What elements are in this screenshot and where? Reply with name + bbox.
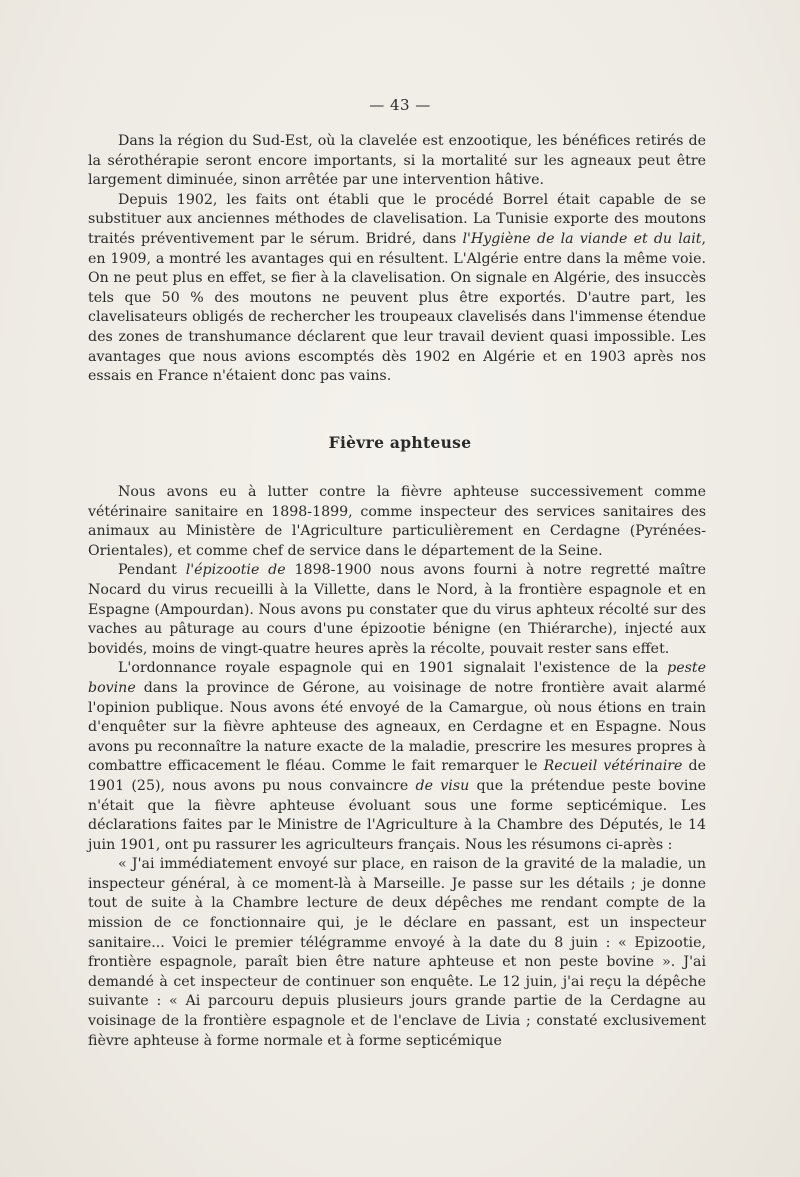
text-run: « J'ai immédiatement envoyé sur place, en raison de la gravité de la maladie, un inspecteur général, à ce moment-là à Marseille. Je passe sur les détails ; je donne tout de suite à la Chambre lecture de deux dépêches me rendant compte de la mission de ce fonctionnaire qui, je le déclare en passant, est un inspecteur sanitaire... Voici le premier télégramme envoyé à la date du 8 juin : « Epizootie, frontière espagnole, paraît bien être nature aphteuse et non peste bovine ». J'ai demandé à cet inspecteur de continuer son enquête. Le 12 juin, j'ai reçu la dépêche suivante : « Ai parcouru depuis plusieurs jours grande partie de la Cerdagne au voisinage de la frontière espagnole et de l'enclave de Livia ; constaté exclusivement fièvre aphteuse à forme normale et à forme septicémique (88, 856, 706, 1049)
text-run: Pendant (118, 562, 186, 579)
italic-text-run: de visu (415, 777, 470, 794)
text-run: , en 1909, a montré les avantages qui en résultent. L'Algérie entre dans la même voie. On ne peut plus en effet, se fier à la clavelisation. On signale en Algérie, des insuccès tels que 50 % des moutons ne peuvent plus être exportés. D'autre part, les clavelisateurs obligés de rechercher les troupeaux clavelisés dans l'immense étendue des zones de transhumance déclarent que leur travail devient quasi impossible. Les avantages que nous avions escomptés dès 1902 en Algérie et en 1903 après nos essais en France n'étaient donc pas vains. (88, 230, 706, 385)
text-run: de 1901 (25), nous avons pu nous convaincre (88, 758, 706, 794)
section-paragraph (88, 855, 706, 1051)
intro-paragraph (88, 191, 706, 387)
text-run: Nous avons eu à lutter contre la fièvre aphteuse successivement comme vétérinaire sanitaire en 1898-1899, comme inspecteur des services sanitaires des animaux au Ministère de l'Agriculture particulièrement en Cerdagne (Pyrénées-Orientales), et comme chef de service dans le département de la Seine. (88, 484, 706, 559)
text-run: dans la province de Gérone, au voisinage de notre frontière avait alarmé l'opinion publique. Nous avons été envoyé de la Camargue, où nous étions en train d'enquêter sur la fièvre aphteuse des agneaux, en Cerdagne et en Espagne. Nous avons pu reconnaître la nature exacte de la maladie, prescrire les mesures propres à combattre efficacement le fléau. Comme le fait remarquer le (88, 679, 706, 775)
intro-paragraph (88, 132, 706, 191)
italic-text-run: Recueil vétérinaire (543, 758, 683, 775)
section-paragraph (88, 659, 706, 855)
italic-text-run: peste bovine (88, 660, 706, 696)
intro-text-block (88, 132, 706, 387)
text-run: 1898-1900 nous avons fourni à notre regretté maître Nocard du virus recueilli à la Villette, dans le Nord, à la frontière espagnole et en Espagne (Ampourdan). Nous avons pu constater que du virus aphteux récolté sur des vaches au pâturage au cours d'une épizootie bénigne (en Thiérarche), injecté aux bovidés, moins de vingt-quatre heures après la récolte, pouvait rester sans effet. (88, 562, 706, 657)
text-run: L'ordonnance royale espagnole qui en 1901 signalait l'existence de la (118, 660, 668, 677)
section-heading: Fièvre aphteuse (328, 433, 472, 452)
text-run: Dans la région du Sud-Est, où la clavelée est enzootique, les bénéfices retirés de la sérothérapie seront encore importants, si la mortalité sur les agneaux peut être largement diminuée, sinon arrêtée par une intervention hâtive. (88, 133, 706, 189)
italic-text-run: l'Hygiène de la viande et du lait (462, 230, 702, 247)
text-run: que la prétendue peste bovine n'était que la fièvre aphteuse évoluant sous une forme septicémique. Les déclarations faites par le Ministre de l'Agriculture à la Chambre des Députés, le 14 juin 1901, ont pu rassurer les agriculteurs français. Nous les résumons ci-après : (88, 777, 706, 853)
section-text-block (88, 483, 706, 1051)
page-number: — 43 — (369, 96, 431, 114)
section-paragraph (88, 561, 706, 659)
italic-text-run: l'épizootie de (185, 562, 286, 579)
text-run: Depuis 1902, les faits ont établi que le procédé Borrel était capable de se substituer aux anciennes méthodes de clavelisation. La Tunisie exporte des moutons traités préventivement par le sérum. Bridré, dans (88, 191, 706, 247)
section-paragraph (88, 483, 706, 561)
